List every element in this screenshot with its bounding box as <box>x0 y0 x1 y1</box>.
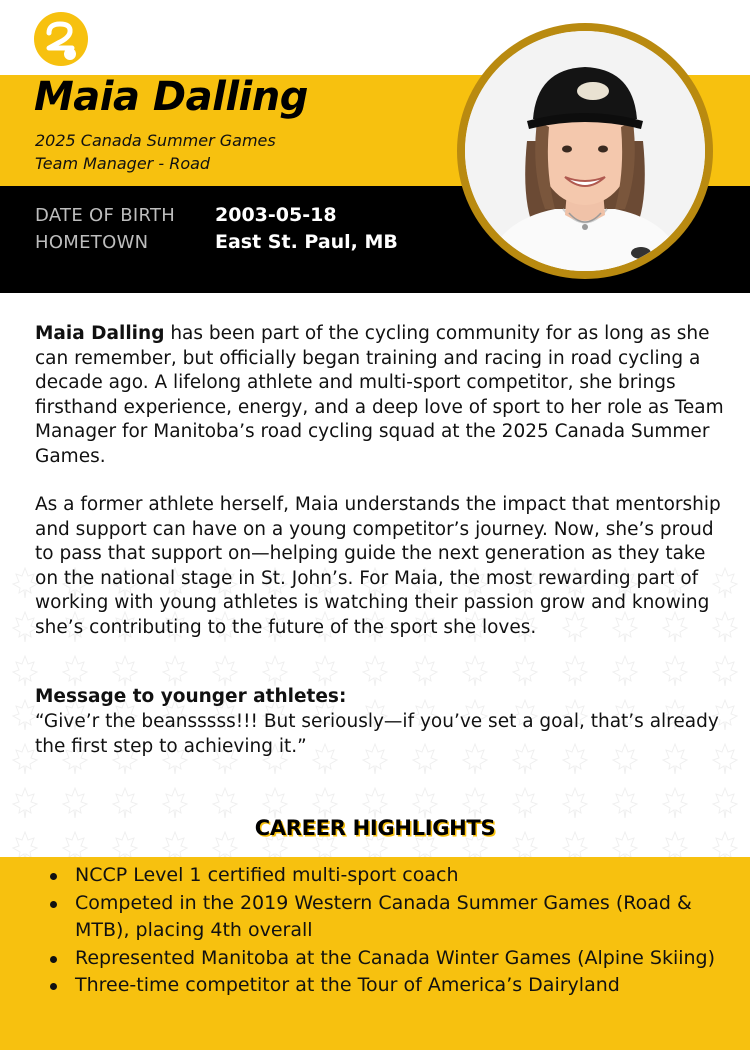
athlete-portrait <box>465 31 705 271</box>
event-title: 2025 Canada Summer Games <box>35 131 276 150</box>
portrait-frame <box>457 23 713 279</box>
career-highlights-title: CAREER HIGHLIGHTS <box>254 816 496 840</box>
bio-paragraph-2: As a former athlete herself, Maia understands the impact that mentorship and support can have on a young competitor’s journey. Now, she’s proud to pass that support on—helping guide the next generation as they take on the national stage in St. John’s. For Maia, the most rewarding part of working with young athletes is watching their passion grow and knowing she’s contributing to the future of the sport she loves. <box>35 494 721 638</box>
role-title: Team Manager - Road <box>35 154 211 173</box>
bio-name: Maia Dalling <box>35 323 165 344</box>
team-logo-icon <box>34 12 88 66</box>
athlete-name: Maia Dalling <box>34 74 308 120</box>
list-item: Competed in the 2019 Western Canada Summer Games (Road & MTB), placing 4th overall <box>75 890 740 945</box>
list-item: Three-time competitor at the Tour of America’s Dairyland <box>75 972 740 1000</box>
message-heading: Message to younger athletes: <box>35 686 347 707</box>
hometown-label: HOMETOWN <box>35 231 149 253</box>
list-item: Represented Manitoba at the Canada Winter Games (Alpine Skiing) <box>75 945 740 973</box>
list-item: NCCP Level 1 certified multi-sport coach <box>75 862 740 890</box>
bio-section <box>35 322 725 640</box>
hometown-row <box>35 229 398 255</box>
bio-paragraph-1 <box>35 322 725 469</box>
dob-label: DATE OF BIRTH <box>35 204 176 226</box>
bio-paragraph-1-text: has been part of the cycling community for as long as she can remember, but officially began training and racing in road cycling a decade ago. A lifelong athlete and multi-sport competitor, she brings firsthand experience, energy, and a deep love of sport to her role as Team Manager for Manitoba’s road cycling squad at the 2025 Canada Summer Games. <box>35 323 724 467</box>
career-highlights-list <box>75 862 740 1000</box>
hometown-value: East St. Paul, MB <box>215 231 398 253</box>
dob-row <box>35 202 337 228</box>
dob-value: 2003-05-18 <box>215 204 337 226</box>
message-text: “Give’r the beansssss!!! But seriously—if you’ve set a goal, that’s already the first step to achieving it.” <box>35 711 719 757</box>
